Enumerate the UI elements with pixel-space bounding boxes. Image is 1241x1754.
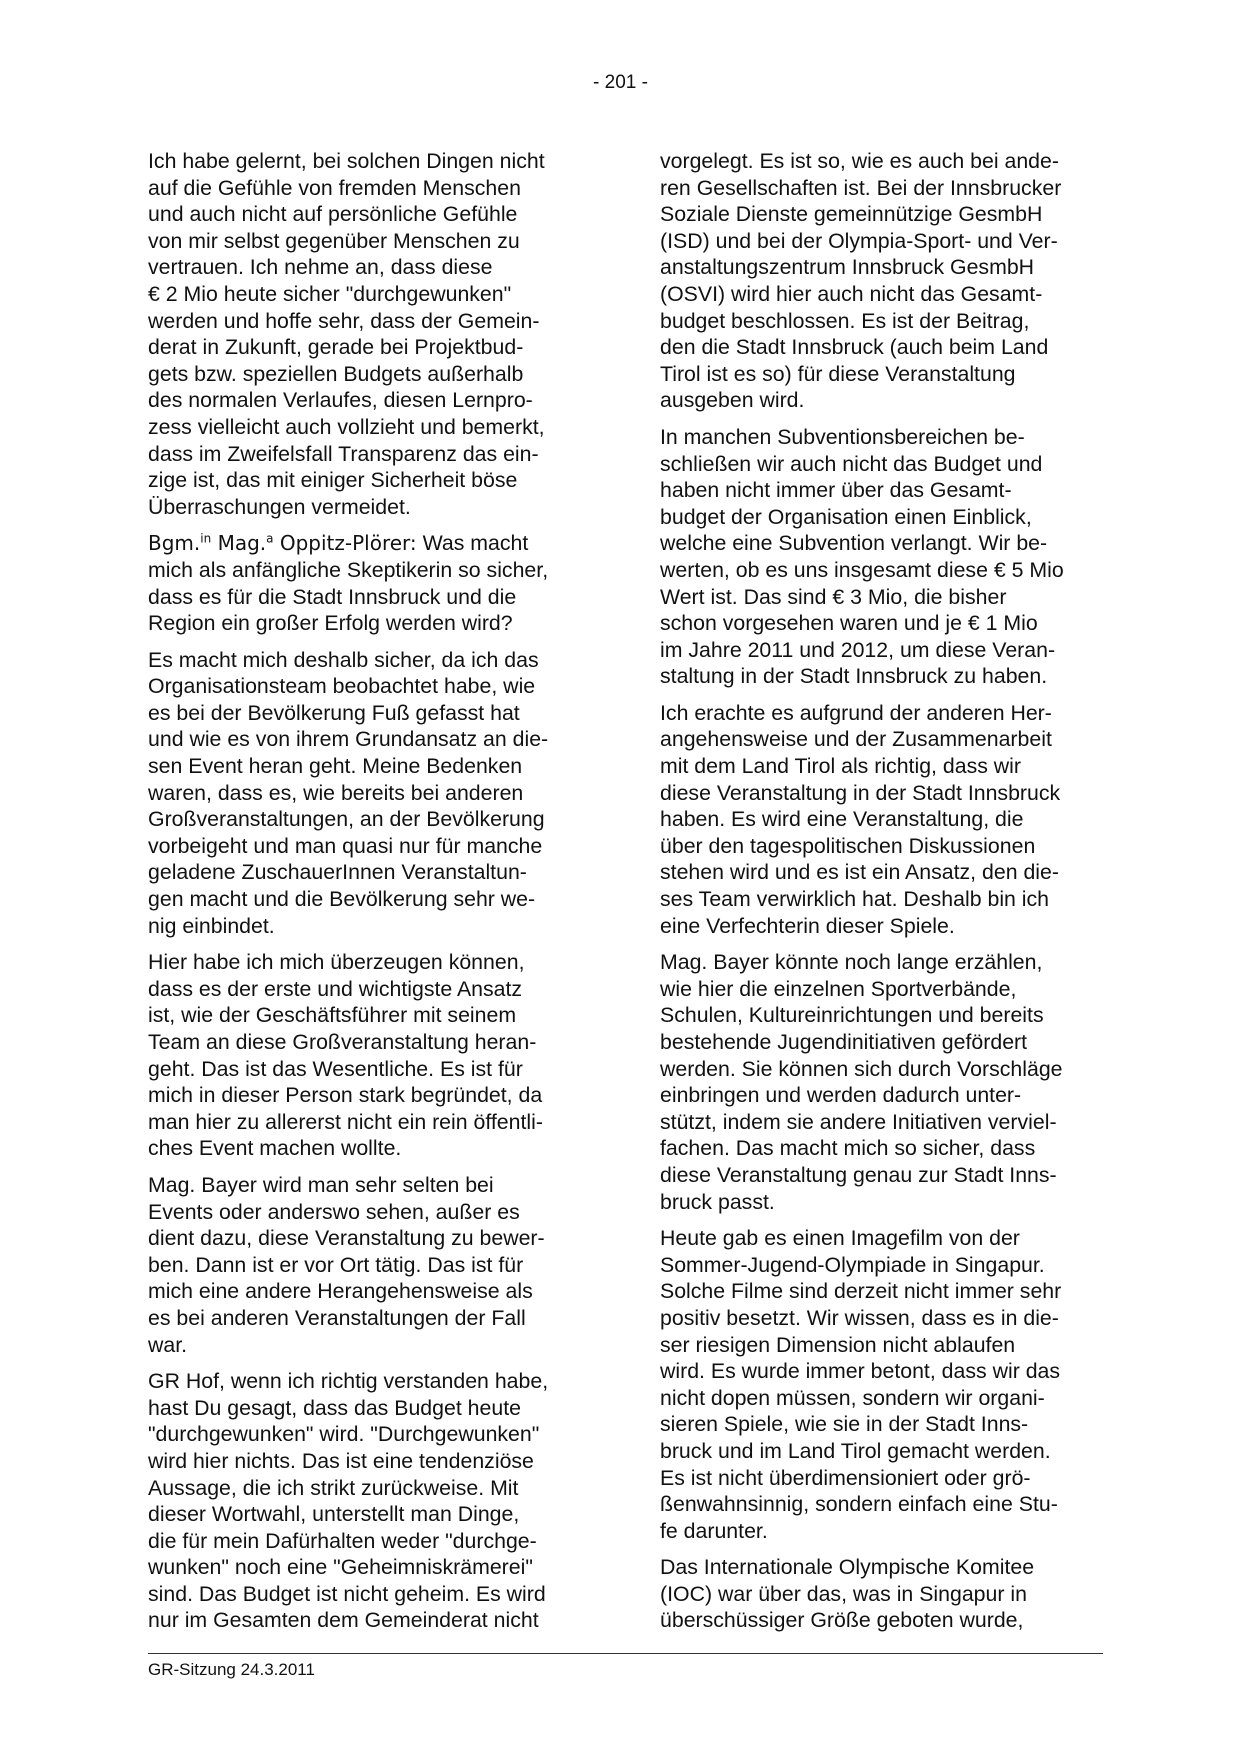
text-line: bruck und im Land Tirol gemacht werden. bbox=[660, 1438, 1051, 1463]
paragraph bbox=[660, 1225, 1100, 1544]
line-text: Was macht bbox=[416, 531, 529, 556]
left-column bbox=[148, 148, 588, 1644]
paragraph bbox=[148, 949, 588, 1162]
text-line: derat in Zukunft, gerade bei Projektbud- bbox=[148, 335, 524, 360]
text-line: welche eine Subvention verlangt. Wir be- bbox=[660, 531, 1048, 556]
text-line: Wert ist. Das sind € 3 Mio, die bisher bbox=[660, 584, 1007, 609]
text-line: anstaltungszentrum Innsbruck GesmbH bbox=[660, 255, 1035, 280]
text-line: werden. Sie können sich durch Vorschläge bbox=[660, 1056, 1063, 1081]
text-line: auf die Gefühle von fremden Menschen bbox=[148, 175, 521, 200]
text-line: nur im Gesamten dem Gemeinderat nicht bbox=[148, 1608, 539, 1633]
text-line: Tirol ist es so) für diese Veranstaltung bbox=[660, 361, 1016, 386]
text-line: Ich erachte es aufgrund der anderen Her- bbox=[660, 700, 1052, 725]
text-line: Events oder anderswo sehen, außer es bbox=[148, 1199, 520, 1224]
text-line: geladene ZuschauerInnen Veranstaltun- bbox=[148, 860, 527, 885]
text-line: Es ist nicht überdimensioniert oder grö- bbox=[660, 1465, 1031, 1490]
text-line: Team an diese Großveranstaltung heran- bbox=[148, 1030, 537, 1054]
text-line: und auch nicht auf persönliche Gefühle bbox=[148, 202, 518, 227]
footer-divider bbox=[148, 1653, 1103, 1654]
text-line: mich als anfängliche Skeptikerin so sicher, bbox=[148, 557, 549, 582]
text-line: budget der Organisation einen Einblick, bbox=[660, 504, 1032, 529]
page-number: - 201 - bbox=[593, 72, 648, 93]
text-line: nig einbindet. bbox=[148, 913, 275, 938]
text-line: hast Du gesagt, dass das Budget heute bbox=[148, 1395, 521, 1420]
text-line: wird hier nichts. Das ist eine tendenziöse bbox=[148, 1448, 534, 1473]
text-line: GR Hof, wenn ich richtig verstanden habe, bbox=[148, 1369, 549, 1394]
paragraph bbox=[148, 1368, 588, 1634]
text-line: mich in dieser Person stark begründet, da bbox=[148, 1083, 543, 1108]
speaker-title: Bgm. bbox=[148, 531, 201, 556]
speaker-surname: Oppitz-Plörer: bbox=[273, 531, 417, 556]
text-line: schließen wir auch nicht das Budget und bbox=[660, 451, 1043, 476]
text-line: diese Veranstaltung in der Stadt Innsbruck bbox=[660, 780, 1061, 805]
text-line: Es macht mich deshalb sicher, da ich das bbox=[148, 647, 539, 672]
text-line: stützt, indem sie andere Initiativen verviel- bbox=[660, 1109, 1057, 1134]
text-line: werden und hoffe sehr, dass der Gemein- bbox=[148, 308, 540, 333]
paragraph bbox=[148, 148, 588, 520]
text-line: ben. Dann ist er vor Ort tätig. Das ist für bbox=[148, 1252, 524, 1277]
text-line: es bei der Bevölkerung Fuß gefasst hat bbox=[148, 700, 520, 725]
text-line: des normalen Verlaufes, diesen Lernpro- bbox=[148, 388, 533, 413]
text-line: wunken" noch eine "Geheimniskrämerei" bbox=[148, 1555, 533, 1580]
text-line: wird. Es wurde immer betont, dass wir das bbox=[660, 1359, 1061, 1384]
text-line: In manchen Subventionsbereichen be- bbox=[660, 424, 1025, 449]
text-line: vorgelegt. Es ist so, wie es auch bei ande- bbox=[660, 149, 1059, 173]
text-line: den die Stadt Innsbruck (auch beim Land bbox=[660, 335, 1049, 360]
paragraph bbox=[148, 1172, 588, 1358]
text-line: positiv besetzt. Wir wissen, dass es in die- bbox=[660, 1305, 1059, 1330]
text-line: bestehende Jugendinitiativen gefördert bbox=[660, 1030, 1028, 1054]
text-line: Mag. Bayer könnte noch lange erzählen, bbox=[660, 950, 1043, 975]
text-line: Großveranstaltungen, an der Bevölkerung bbox=[148, 807, 545, 832]
text-line: ausgeben wird. bbox=[660, 388, 805, 413]
text-line: mit dem Land Tirol als richtig, dass wir bbox=[660, 754, 1021, 779]
text-line: Schulen, Kultureinrichtungen und bereits bbox=[660, 1003, 1044, 1028]
text-line: gen macht und die Bevölkerung sehr we- bbox=[148, 887, 536, 912]
text-line: haben nicht immer über das Gesamt- bbox=[660, 478, 1012, 503]
text-line: eine Verfechterin dieser Spiele. bbox=[660, 913, 955, 938]
text-line: und wie es von ihrem Grundansatz an die- bbox=[148, 727, 549, 752]
text-line: ches Event machen wollte. bbox=[148, 1136, 402, 1161]
paragraph bbox=[660, 424, 1100, 690]
paragraph bbox=[660, 1554, 1100, 1634]
text-line: (ISD) und bei der Olympia-Sport- und Ver- bbox=[660, 228, 1058, 253]
text-line: dieser Wortwahl, unterstellt man Dinge, bbox=[148, 1502, 520, 1527]
text-line: ist, wie der Geschäftsführer mit seinem bbox=[148, 1003, 517, 1028]
text-line: Region ein großer Erfolg werden wird? bbox=[148, 611, 513, 636]
text-line: ßenwahnsinnig, sondern einfach eine Stu- bbox=[660, 1492, 1058, 1517]
text-line: Sommer-Jugend-Olympiade in Singapur. bbox=[660, 1252, 1045, 1277]
paragraph bbox=[660, 949, 1100, 1215]
text-line: werten, ob es uns insgesamt diese € 5 Mio bbox=[660, 557, 1064, 582]
text-line: fe darunter. bbox=[660, 1518, 768, 1543]
text-line: einbringen und werden dadurch unter- bbox=[660, 1083, 1022, 1108]
text-line: (OSVI) wird hier auch nicht das Gesamt- bbox=[660, 281, 1043, 306]
text-line: haben. Es wird eine Veranstaltung, die bbox=[660, 807, 1024, 832]
text-line: Ich habe gelernt, bei solchen Dingen nicht bbox=[148, 149, 545, 173]
paragraph bbox=[660, 148, 1100, 414]
text-line: sind. Das Budget ist nicht geheim. Es wird bbox=[148, 1581, 546, 1606]
text-line: von mir selbst gegenüber Menschen zu bbox=[148, 228, 520, 253]
text-line: vorbeigeht und man quasi nur für manche bbox=[148, 833, 543, 858]
text-line: stehen wird und es ist ein Ansatz, den die- bbox=[660, 860, 1059, 885]
text-line: € 2 Mio heute sicher "durchgewunken" bbox=[148, 281, 512, 306]
text-line: Das Internationale Olympische Komitee bbox=[660, 1555, 1035, 1580]
text-line: Hier habe ich mich überzeugen können, bbox=[148, 950, 525, 975]
text-line: sen Event heran geht. Meine Bedenken bbox=[148, 754, 523, 779]
text-line: dient dazu, diese Veranstaltung zu bewer- bbox=[148, 1226, 545, 1251]
text-line: es bei anderen Veranstaltungen der Fall bbox=[148, 1305, 526, 1330]
text-line: über den tagespolitischen Diskussionen bbox=[660, 833, 1036, 858]
text-line: Überraschungen vermeidet. bbox=[148, 494, 411, 519]
text-line: dass es der erste und wichtigste Ansatz bbox=[148, 976, 523, 1001]
text-line: zige ist, das mit einiger Sicherheit böse bbox=[148, 468, 518, 493]
text-line: bruck passt. bbox=[660, 1189, 775, 1214]
text-line: war. bbox=[148, 1332, 188, 1357]
text-line: Heute gab es einen Imagefilm von der bbox=[660, 1226, 1020, 1251]
speaker-line bbox=[148, 530, 588, 557]
text-line: budget beschlossen. Es ist der Beitrag, bbox=[660, 308, 1030, 333]
text-line: (IOC) war über das, was in Singapur in bbox=[660, 1581, 1027, 1606]
footer-session-date: GR-Sitzung 24.3.2011 bbox=[148, 1660, 315, 1679]
text-line: ses Team verwirklich hat. Deshalb bin ich bbox=[660, 887, 1050, 912]
text-line: "durchgewunken" wird. "Durchgewunken" bbox=[148, 1422, 540, 1447]
text-line: zess vielleicht auch vollzieht und bemerkt, bbox=[148, 414, 545, 439]
text-line: gets bzw. speziellen Budgets außerhalb bbox=[148, 361, 524, 386]
text-line: fachen. Das macht mich so sicher, dass bbox=[660, 1136, 1036, 1161]
paragraph bbox=[148, 647, 588, 940]
speaker-degree: Mag. bbox=[211, 531, 267, 556]
text-line: geht. Das ist das Wesentliche. Es ist für bbox=[148, 1056, 523, 1081]
text-line: staltung in der Stadt Innsbruck zu haben. bbox=[660, 664, 1048, 689]
text-line: mich eine andere Herangehensweise als bbox=[148, 1279, 533, 1304]
text-line: Aussage, die ich strikt zurückweise. Mit bbox=[148, 1475, 519, 1500]
paragraph bbox=[660, 700, 1100, 939]
text-line: Solche Filme sind derzeit nicht immer sehr bbox=[660, 1279, 1062, 1304]
text-line: Soziale Dienste gemeinnützige GesmbH bbox=[660, 202, 1043, 227]
text-line: im Jahre 2011 und 2012, um diese Veran- bbox=[660, 637, 1056, 662]
text-line: man hier zu allererst nicht ein rein öffentli- bbox=[148, 1109, 543, 1134]
text-line: wie hier die einzelnen Sportverbände, bbox=[660, 976, 1017, 1001]
text-line: diese Veranstaltung genau zur Stadt Inns- bbox=[660, 1162, 1057, 1187]
text-line: angehensweise und der Zusammenarbeit bbox=[660, 727, 1052, 752]
text-line: waren, dass es, wie bereits bei anderen bbox=[148, 780, 524, 805]
text-line: sieren Spiele, wie sie in der Stadt Inns- bbox=[660, 1412, 1029, 1437]
text-line: vertrauen. Ich nehme an, dass diese bbox=[148, 255, 493, 280]
text-line: Mag. Bayer wird man sehr selten bei bbox=[148, 1172, 494, 1197]
text-line: ser riesigen Dimension nicht ablaufen bbox=[660, 1332, 1016, 1357]
text-line: dass im Zweifelsfall Transparenz das ein- bbox=[148, 441, 539, 466]
text-line: dass es für die Stadt Innsbruck und die bbox=[148, 584, 517, 609]
right-column bbox=[660, 148, 1100, 1644]
text-line: überschüssiger Größe geboten wurde, bbox=[660, 1608, 1024, 1633]
speaker-degree-suffix: a bbox=[266, 531, 274, 546]
text-line: nicht dopen müssen, sondern wir organi- bbox=[660, 1385, 1045, 1410]
text-line: Organisationsteam beobachtet habe, wie bbox=[148, 674, 536, 699]
text-line: schon vorgesehen waren und je € 1 Mio bbox=[660, 611, 1038, 636]
text-line: die für mein Dafürhalten weder "durchge- bbox=[148, 1528, 537, 1553]
paragraph bbox=[148, 530, 588, 636]
text-line: ren Gesellschaften ist. Bei der Innsbrucker bbox=[660, 175, 1062, 200]
speaker-title-suffix: in bbox=[200, 531, 212, 546]
speaker-name bbox=[148, 531, 417, 555]
